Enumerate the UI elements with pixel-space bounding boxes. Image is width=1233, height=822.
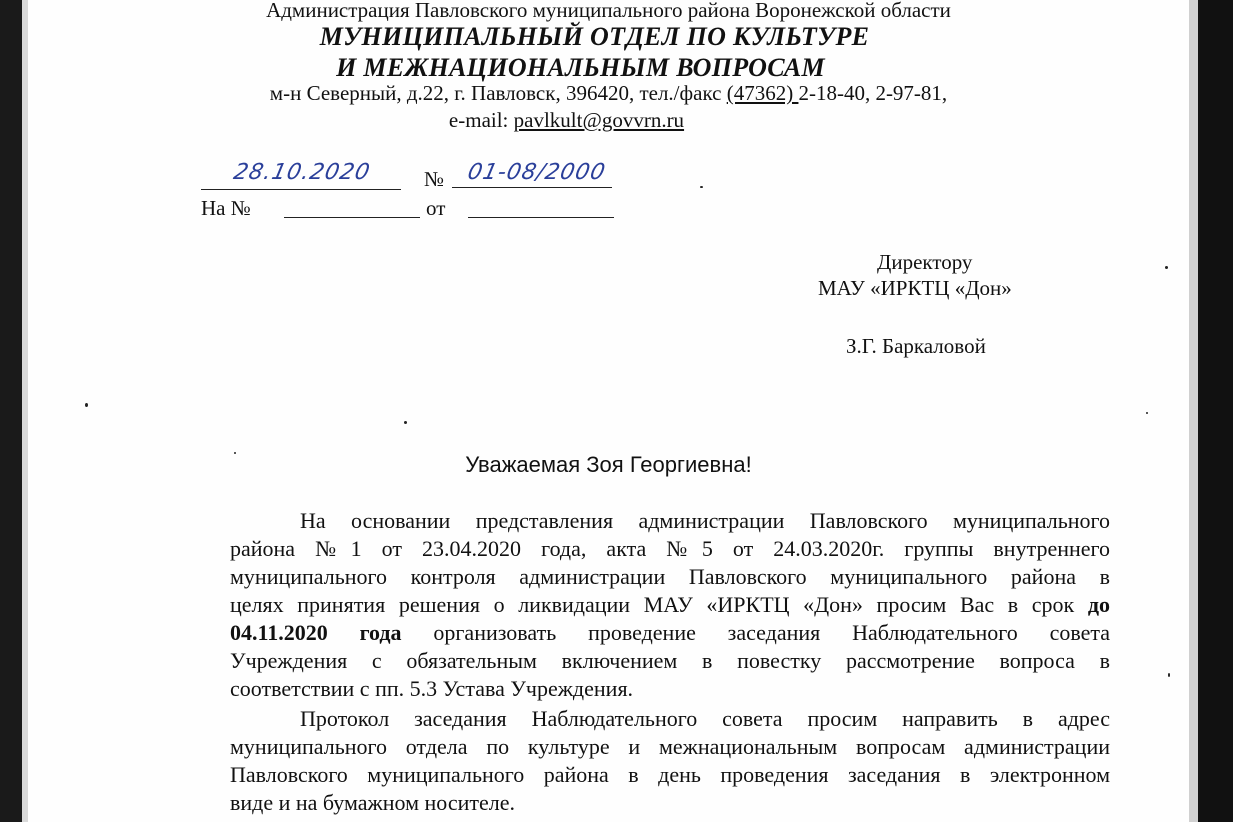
body-line: муниципального отдела по культуре и межнациональным вопросам администрации bbox=[230, 734, 1110, 759]
scan-speck bbox=[1165, 266, 1168, 269]
number-underline bbox=[452, 187, 612, 188]
reference-from-label: от bbox=[426, 196, 446, 220]
admin-name: Администрация Павловского муниципального района Воронежской области bbox=[266, 0, 951, 22]
phone-code: (47362) bbox=[726, 81, 799, 105]
deadline-date-bold: 04.11.2020 года bbox=[230, 620, 402, 645]
body-line: соответствии с пп. 5.3 Устава Учреждения. bbox=[230, 676, 634, 701]
email-line bbox=[0, 108, 1147, 133]
body-line: Протокол заседания Наблюдательного совета просим направить в адрес bbox=[300, 706, 1110, 731]
phone-numbers: 2-18-40, 2-97-81, bbox=[798, 81, 948, 105]
scan-border-right bbox=[1198, 0, 1233, 822]
reference-date-underline bbox=[468, 217, 614, 218]
letter-page bbox=[28, 0, 1189, 822]
department-title-line1: МУНИЦИПАЛЬНЫЙ ОТДЕЛ ПО КУЛЬТУРЕ bbox=[319, 22, 870, 51]
address-text: м-н Северный, д.22, г. Павловск, 396420, тел./факс bbox=[269, 81, 727, 105]
department-title-line2: И МЕЖНАЦИОНАЛЬНЫМ ВОПРОСАМ bbox=[336, 53, 825, 82]
body-paragraph-2 bbox=[230, 705, 1110, 817]
number-label: № bbox=[424, 167, 445, 191]
email-link[interactable]: pavlkult@govvrn.ru bbox=[513, 108, 685, 132]
reference-label: На № bbox=[201, 196, 251, 220]
handwritten-date: 28.10.2020 bbox=[231, 160, 373, 185]
body-line bbox=[230, 591, 1110, 619]
salutation: Уважаемая Зоя Георгиевна! bbox=[465, 452, 752, 477]
scan-speck bbox=[234, 452, 236, 454]
date-underline bbox=[201, 189, 401, 190]
scan-speck bbox=[404, 421, 407, 424]
deadline-bold: до bbox=[1087, 592, 1110, 617]
body-line: На основании представления администрации Павловского муниципального bbox=[300, 508, 1110, 533]
body-line: муниципального контроля администрации Павловского муниципального района в bbox=[230, 564, 1110, 589]
body-line: района №1 от 23.04.2020 года, акта №5 от 24.03.2020г. группы внутреннего bbox=[230, 536, 1110, 561]
body-line: Учреждения с обязательным включением в повестку рассмотрение вопроса в bbox=[230, 648, 1110, 673]
body-paragraph-1 bbox=[230, 507, 1110, 703]
body-text: целях принятия решения о ликвидации МАУ «ИРКТЦ «Дон» просим Вас в срок bbox=[230, 592, 1075, 617]
scan-speck bbox=[1146, 412, 1148, 414]
body-line bbox=[230, 619, 1110, 647]
body-text: организовать проведение заседания Наблюдательного совета bbox=[433, 620, 1110, 645]
scan-shadow-right bbox=[1189, 0, 1198, 822]
body-line: виде и на бумажном носителе. bbox=[230, 790, 515, 815]
recipient-organization: МАУ «ИРКТЦ «Дон» bbox=[818, 276, 1012, 300]
scan-speck bbox=[1168, 673, 1170, 677]
recipient-name: З.Г. Баркаловой bbox=[846, 334, 986, 358]
handwritten-number: 01-08/2000 bbox=[465, 160, 608, 185]
body-line: Павловского муниципального района в день проведения заседания в электронном bbox=[230, 762, 1110, 787]
scan-speck bbox=[85, 403, 88, 407]
reference-underline bbox=[284, 217, 420, 218]
address-line bbox=[28, 81, 1189, 106]
email-label: e-mail: bbox=[448, 108, 514, 132]
recipient-position: Директору bbox=[877, 250, 973, 274]
scan-speck bbox=[700, 186, 703, 188]
